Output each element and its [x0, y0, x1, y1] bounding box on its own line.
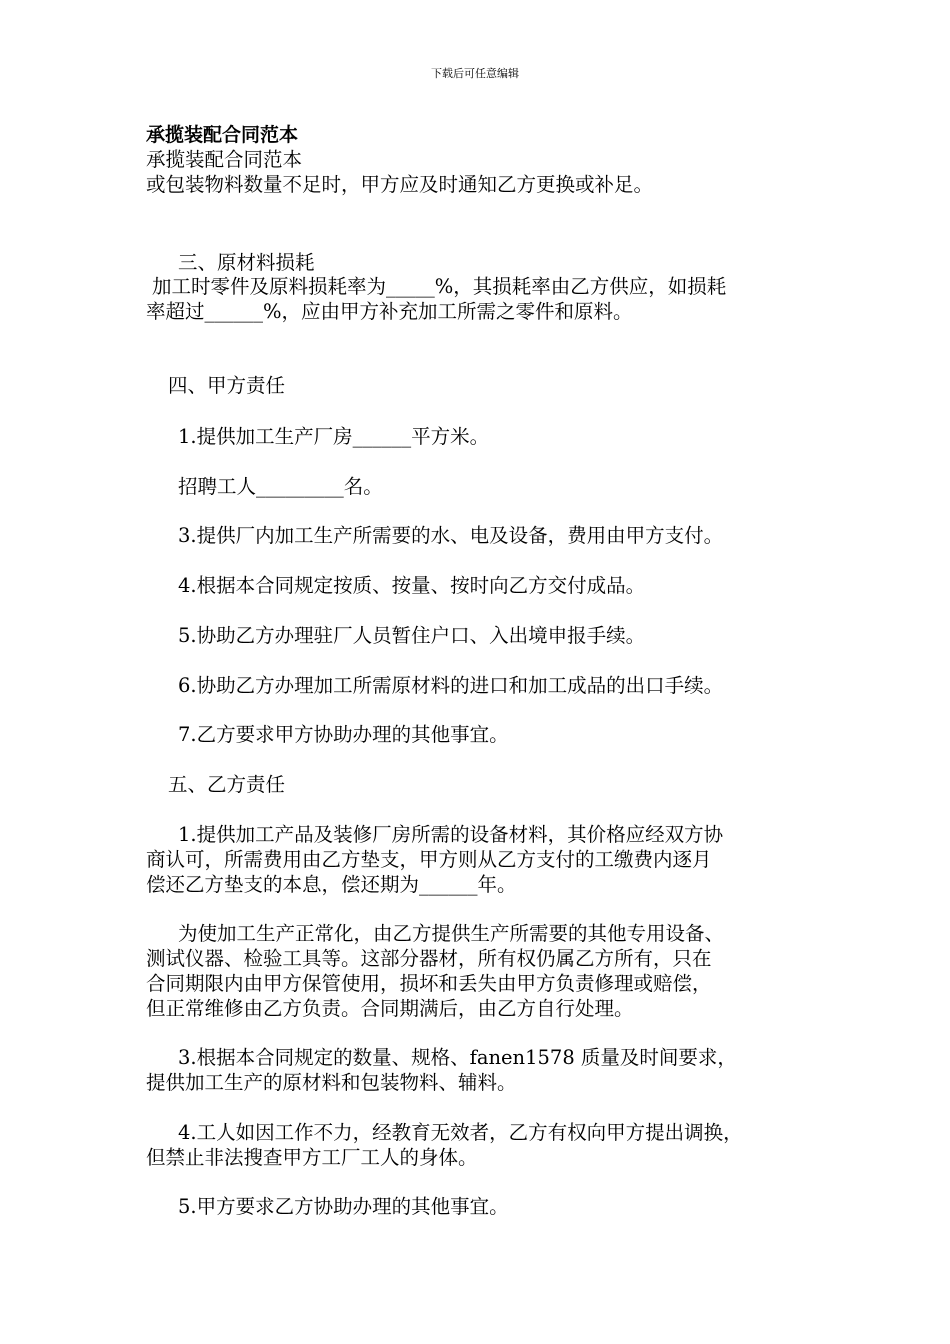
paragraph-line: 率超过______%，应由甲方补充加工所需之零件和原料。	[146, 300, 633, 323]
list-item: 5.协助乙方办理驻厂人员暂住户口、入出境申报手续。	[178, 624, 646, 647]
section-heading-4: 四、甲方责任	[168, 374, 286, 397]
list-item: 1.提供加工生产厂房______平方米。	[178, 425, 490, 448]
paragraph-line: 合同期限内由甲方保管使用，损坏和丢失由甲方负责修理或赔偿，	[146, 972, 712, 995]
paragraph-line: 5.甲方要求乙方协助办理的其他事宜。	[178, 1195, 509, 1218]
list-item: 7.乙方要求甲方协助办理的其他事宜。	[178, 723, 509, 746]
paragraph-line: 商认可，所需费用由乙方垫支，甲方则从乙方支付的工缴费内逐月	[146, 848, 712, 871]
paragraph-line: 或包装物料数量不足时，甲方应及时通知乙方更换或补足。	[146, 173, 654, 196]
paragraph-line: 提供加工生产的原材料和包装物料、辅料。	[146, 1071, 517, 1094]
header-note: 下载后可任意编辑	[431, 67, 519, 80]
paragraph-line: 加工时零件及原料损耗率为_____%，其损耗率由乙方供应，如损耗	[152, 275, 727, 298]
paragraph-line: 为使加工生产正常化，由乙方提供生产所需要的其他专用设备、	[178, 922, 725, 945]
paragraph-line: 4.工人如因工作不力，经教育无效者，乙方有权向甲方提出调换，	[178, 1121, 743, 1144]
document-title: 承揽装配合同范本	[146, 124, 299, 146]
section-heading-5: 五、乙方责任	[168, 773, 286, 796]
section-heading-3: 三、原材料损耗	[178, 251, 315, 274]
list-item: 招聘工人_________名。	[178, 475, 383, 498]
list-item: 3.提供厂内加工生产所需要的水、电及设备，费用由甲方支付。	[178, 524, 724, 547]
document-subtitle: 承揽装配合同范本	[146, 148, 303, 171]
paragraph-line: 但禁止非法搜查甲方工厂工人的身体。	[146, 1146, 478, 1169]
paragraph-line: 偿还乙方垫支的本息，偿还期为______年。	[146, 873, 517, 896]
paragraph-line: 1.提供加工产品及装修厂房所需的设备材料，其价格应经双方协	[178, 823, 724, 846]
paragraph-line: 测试仪器、检验工具等。这部分器材，所有权仍属乙方所有，只在	[146, 947, 712, 970]
list-item: 4.根据本合同规定按质、按量、按时向乙方交付成品。	[178, 574, 646, 597]
paragraph-line: 但正常维修由乙方负责。合同期满后，由乙方自行处理。	[146, 997, 634, 1020]
list-item: 6.协助乙方办理加工所需原材料的进口和加工成品的出口手续。	[178, 674, 724, 697]
paragraph-line: 3.根据本合同规定的数量、规格、fanen1578 质量及时间要求，	[178, 1046, 737, 1069]
